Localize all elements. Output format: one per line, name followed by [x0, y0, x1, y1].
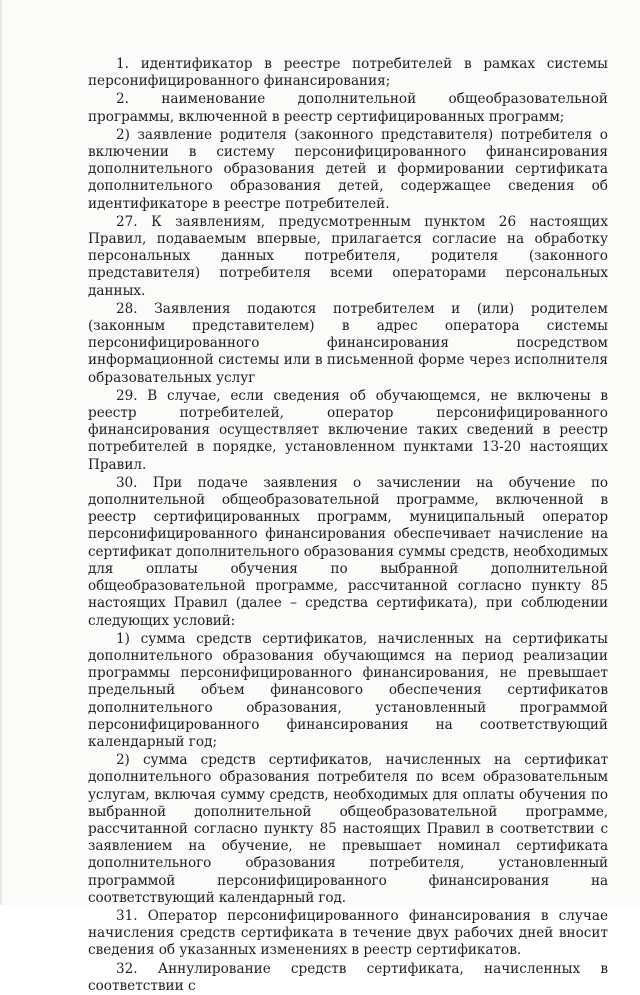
paragraph-item-2: 2. наименование дополнительной общеобразовательной программы, включенной в реестр сертифицированных программ; — [88, 91, 608, 125]
paragraph-27: 27. К заявлениям, предусмотренным пунктом 26 настоящих Правил, подаваемым впервые, прилагается согласие на обработку персональных данных потребителя, родителя (законного представителя) потребителя всеми операторами персональных данных. — [88, 213, 608, 299]
page-edge — [0, 0, 2, 905]
paragraph-31: 31. Оператор персонифицированного финансирования в случае начисления средств сертификата в течение двух рабочих дней вносит сведения об указанных изменениях в реестр сертификатов. — [88, 907, 608, 959]
paragraph-30-condition-1: 1) сумма средств сертификатов, начисленных на сертификаты дополнительного образования обучающимся на период реализации программы персонифицированного финансирования, не превышает предельный объем финансового обеспечения сертификатов дополнительного образования, установленный программой персонифицированного финансирования на соответствующий календарный год; — [88, 630, 608, 750]
document-body — [88, 56, 608, 995]
paragraph-28: 28. Заявления подаются потребителем и (или) родителем (законным представителем) в адрес оператора системы персонифицированного финансирования посредством информационной системы или в письменной форме через исполнителя образовательных услуг — [88, 300, 608, 386]
paragraph-29: 29. В случае, если сведения об обучающемся, не включены в реестр потребителей, оператор персонифицированного финансирования осуществляет включение таких сведений в реестр потребителей в порядке, установленном пунктами 13-20 настоящих Правил. — [88, 387, 608, 473]
paragraph-item-1: 1. идентификатор в реестре потребителей в рамках системы персонифицированного финансирования; — [88, 56, 608, 90]
paragraph-30: 30. При подаче заявления о зачислении на обучение по дополнительной общеобразовательной программе, включенной в реестр сертифицированных программ, муниципальный оператор персонифицированного финансирования обеспечивает начисление на сертификат дополнительного образования суммы средств, необходимых для оплаты обучения по выбранной дополнительной общеобразовательной программе, рассчитанной согласно пункту 85 настоящих Правил (далее – средства сертификата), при соблюдении следующих условий: — [88, 474, 608, 629]
paragraph-32: 32. Аннулирование средств сертификата, начисленных в соответствии с — [88, 960, 608, 994]
paragraph-30-condition-2: 2) сумма средств сертификатов, начисленных на сертификат дополнительного образования потребителя по всем образовательным услугам, включая сумму средств, необходимых для оплаты обучения по выбранной дополнительной общеобразовательной программе, рассчитанной согласно пункту 85 настоящих Правил в соответствии с заявлением на обучение, не превышает номинал сертификата дополнительного образования потребителя, установленный программой персонифицированного финансирования на соответствующий календарный год. — [88, 752, 608, 906]
paragraph-item-2-application: 2) заявление родителя (законного представителя) потребителя о включении в систему персонифицированного финансирования дополнительного образования детей и формировании сертификата дополнительного образования детей, содержащее сведения об идентификаторе в реестре потребителей. — [88, 126, 608, 212]
